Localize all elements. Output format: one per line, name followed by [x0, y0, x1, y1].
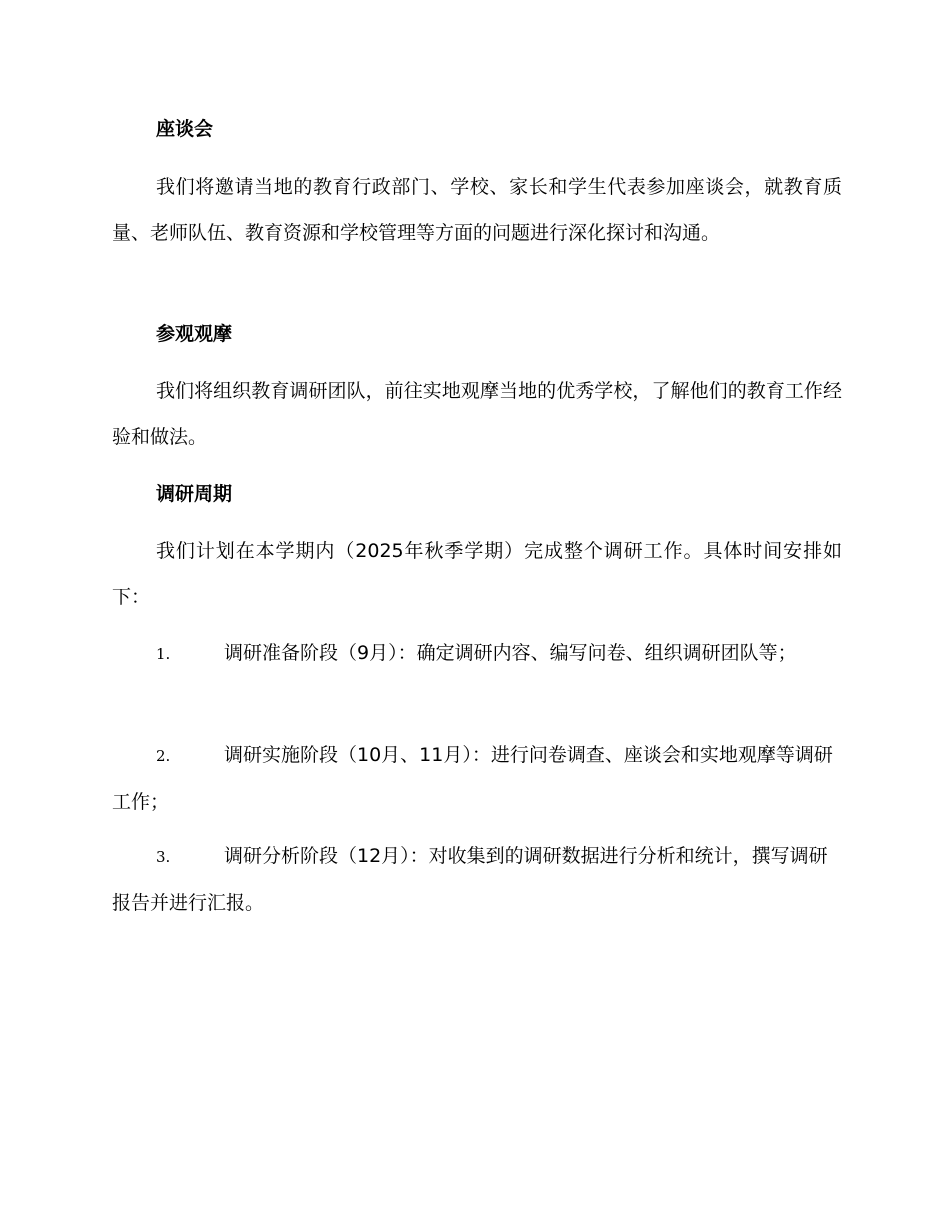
section-body-site-visit: 我们将组织教育调研团队，前往实地观摩当地的优秀学校，了解他们的教育工作经验和做法。 — [112, 380, 842, 448]
schedule-item-text: 调研分析阶段（12月）：对收集到的调研数据进行分析和统计，撰写调研报告并进行汇报。 — [112, 845, 828, 914]
schedule-item-text: 调研准备阶段（9月）：确定调研内容、编写问卷、组织调研团队等； — [224, 642, 797, 664]
schedule-item-analysis: 3. 调研分析阶段（12月）：对收集到的调研数据进行分析和统计，撰写调研报告并进行汇报。 — [112, 845, 828, 914]
section-heading-research-period: 调研周期 — [156, 483, 233, 505]
schedule-item-implementation: 2. 调研实施阶段（10月、11月）：进行问卷调查、座谈会和实地观摩等调研工作； — [112, 744, 833, 813]
section-body-research-period: 我们计划在本学期内（2025年秋季学期）完成整个调研工作。具体时间安排如下： — [112, 540, 842, 608]
section-heading-site-visit: 参观观摩 — [156, 323, 233, 345]
schedule-item-text: 调研实施阶段（10月、11月）：进行问卷调查、座谈会和实地观摩等调研工作； — [112, 744, 833, 813]
section-heading-symposium: 座谈会 — [156, 118, 214, 140]
section-body-symposium: 我们将邀请当地的教育行政部门、学校、家长和学生代表参加座谈会，就教育质量、老师队伍、教育资源和学校管理等方面的问题进行深化探讨和沟通。 — [112, 176, 842, 244]
schedule-item-preparation: 1. 调研准备阶段（9月）：确定调研内容、编写问卷、组织调研团队等； — [156, 642, 797, 664]
